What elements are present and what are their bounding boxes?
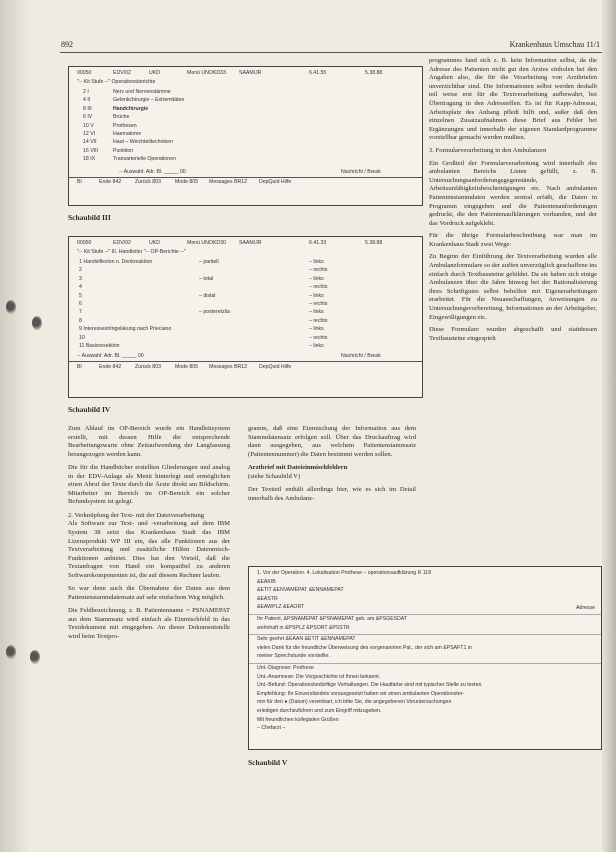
function-key-label: DepQuid Hilfe xyxy=(259,364,292,370)
function-key-label: Mode 805 xyxy=(175,179,199,185)
letter-line: &EAWPLZ &EAORT xyxy=(257,604,305,611)
menu-item: 11 Basisresektion xyxy=(79,343,120,349)
menu-item-side: – rechts xyxy=(309,267,328,274)
binder-ring-icon xyxy=(32,316,42,330)
menu-item: 3 xyxy=(79,275,82,282)
screen-prompt: -- Auswahl: Adr. Bl. _____ 00 xyxy=(119,169,186,175)
menu-item-side: – rechts xyxy=(309,334,328,341)
menu-key: 12 VI xyxy=(83,131,96,137)
menu-item-variant: – total xyxy=(199,275,214,282)
function-key-label: Zurück 803 xyxy=(135,179,161,185)
page-edge xyxy=(602,0,616,852)
status-field: Menü UNOKD33 xyxy=(187,70,226,76)
menu-key: 8 III xyxy=(83,105,92,112)
paragraph: Der Textteil enthält allerdings hier, wie es sich im Detail innerhalb des Ambulanz- xyxy=(248,486,416,502)
letter-line: Mit freundlichen kollegialen Grüßen xyxy=(257,716,339,723)
status-field: 00050 xyxy=(77,70,92,76)
menu-item: 6 xyxy=(79,301,82,307)
function-key-label: DepQuid Hilfe xyxy=(259,179,292,185)
paragraph: Für die übrige Formularbeschreibung war man im Krankenhaus Stadt zwei Wege: xyxy=(429,232,597,248)
letter-line: Sehr geehrt &EAAN &ETIT &ENNAMEPAT xyxy=(257,636,356,643)
screen-title: "-- Kit Stufe --" III. Handleiter "-- OP-Berichte --" xyxy=(77,249,186,255)
letter-line: Unt.-Diagnose: Prothese xyxy=(257,665,314,671)
screen-prompt-right: Nachricht / Break xyxy=(341,169,381,175)
letter-line: erledigen durchzuführen und zum Eingriff mitzugeben. xyxy=(257,708,382,714)
function-key-label: Messages BR12 xyxy=(209,179,248,185)
menu-item: 10 xyxy=(79,334,85,341)
function-key-label: Messages BR12 xyxy=(209,364,248,370)
menu-item: Handchirurgie xyxy=(113,105,149,112)
screen-prompt-right: Nachricht / Break xyxy=(341,353,381,359)
function-key-label: Bl xyxy=(77,364,82,370)
screen-schaubild-3 xyxy=(68,66,423,206)
paragraph: Diese Formulare wurden abgeschafft und stattdessen Textbausteine eingespielt xyxy=(429,326,597,342)
letter-line: Empfehlung: Ihr Einverständnis vorausgesetzt haben wir einen ambulanten Operationster- xyxy=(257,690,465,697)
menu-item: 9 Interessestringelakung nach Prieciano xyxy=(79,326,172,333)
menu-item-side: – links xyxy=(309,259,324,265)
menu-item: Haematome xyxy=(113,131,142,137)
menu-key: 18 IX xyxy=(83,156,96,163)
menu-item: Gelenkchirurgie – Extremitäten xyxy=(113,97,185,104)
menu-item: Punktion xyxy=(113,147,134,154)
caption-schaubild-5: Schaubild V xyxy=(248,758,288,767)
letter-line: 1. Vor der Operation. 4. Lokalisation Prothese – operationsaufklärung R 118 xyxy=(257,570,432,576)
menu-item: Nerv und Nervenstämme xyxy=(113,89,171,95)
menu-item: 2 xyxy=(79,267,82,274)
caption-schaubild-3: Schaubild III xyxy=(68,213,111,222)
body-column-2 xyxy=(248,425,416,508)
menu-item: Haut – Weichteiltechniken xyxy=(113,139,173,146)
binder-ring-icon xyxy=(6,645,16,659)
screen-divider xyxy=(249,614,601,615)
status-field: EDV/02 xyxy=(113,70,131,76)
menu-item-side: – links xyxy=(309,343,324,349)
menu-item: Transarterielle Operationen xyxy=(113,156,176,163)
menu-item: 4 xyxy=(79,284,82,291)
function-key-label: Mode 805 xyxy=(175,364,199,370)
running-head: Krankenhaus Umschau 11/1 xyxy=(509,40,600,49)
menu-item-variant: – partiell xyxy=(199,259,219,265)
status-field: SAAM/JR xyxy=(239,240,262,246)
status-field: SAAM/JR xyxy=(239,70,262,76)
menu-item-side: – links xyxy=(309,275,324,282)
letter-line: &EASTR xyxy=(257,595,278,602)
menu-item-side: – rechts xyxy=(309,284,328,291)
paragraph: Zu Beginn der Einführung der Textverarbeitung wurden alle Ambulanzformulare so der auffen unverzüglich geschaffene ins einfach durch Textbausteine gebildet. Da sie haben sich einige Ambulanzen über die Jahre hinweg bei der Rationalisierung ihres Schriftgutes selbst behelfen mit Eigenerarbeitungen erarbeitet. Für die Neuanschaffungen, Anweisungen zu Untersuchungsvorbereitung, Informationen an der Arbeitgeber, Eingewilligungen etc. xyxy=(429,253,597,321)
page-number: 892 xyxy=(61,40,73,49)
menu-item: Brüche xyxy=(113,114,130,121)
menu-key: 16 VIII xyxy=(83,147,98,154)
caption-schaubild-4: Schaubild IV xyxy=(68,405,111,414)
letter-line: Unt.-Anamnese: Die Vorgeschichte ist Ihnen bekannt. xyxy=(257,673,381,680)
status-field: 6.41.33 xyxy=(309,240,327,246)
letter-line: &EAKIB xyxy=(257,578,276,585)
function-key-label: Ende 842 xyxy=(99,364,122,370)
letter-line: – Chefarzt – xyxy=(257,725,286,732)
letter-line: Unt.-Befund: Operationsbedürftige Vorhaltungen. Die Hautfarbe sind mit typischer Stelle zu testen. xyxy=(257,682,483,689)
letter-line: min für den ● (Datum) vereinbart, ich bitte Sie, die angegebenen Voruntersuchungen xyxy=(257,699,452,706)
menu-key: 14 VII xyxy=(83,139,97,146)
menu-item: Prothesen xyxy=(113,122,137,129)
body-column-3 xyxy=(429,57,597,347)
status-field: 6.41.55 xyxy=(309,70,327,76)
status-field: 00050 xyxy=(77,240,92,246)
paragraph: Die Feldbezeichnung, z. B. Patientenname = PSNAMEPAT aus dem Stammsatz wird einfach als Einmischfeld in das Textdokument mit eingegeben. An dieser Dokumentstelle wird beim Textpro- xyxy=(68,607,230,641)
menu-key: 2 I xyxy=(83,89,89,95)
menu-item-variant: – distal xyxy=(199,292,216,299)
menu-key: 10 V xyxy=(83,122,94,129)
menu-key: 6 IV xyxy=(83,114,93,121)
paragraph: Die für die Handbücher erstellten Gliederungen und analog in der EDV-Anlage als Menü hinterlegt und ermöglichen einen Abruf der Texte durch die Ärzte direkt am Bildschirm. Mitarbeiter im Bereich im OP-Bereich ein solcher Befundsystem ist gelegt. xyxy=(68,464,230,506)
status-field: 5.38.88 xyxy=(365,240,383,246)
menu-item-side: – rechts xyxy=(309,301,328,307)
letter-line: wohnhaft in &PSPLZ &PSORT &PSSTR xyxy=(257,624,350,631)
binder-ring-icon xyxy=(30,650,40,664)
letter-line: meiner Sprechstunde vorstellte. xyxy=(257,653,330,660)
paragraph: So war denn auch die Übernahme der Daten aus dem Patientenstammdatensatz auf sehr einfachem Weg möglich. xyxy=(68,585,230,601)
menu-key: 4 II xyxy=(83,97,91,104)
status-field: EDV/02 xyxy=(113,240,131,246)
header-rule xyxy=(60,52,602,53)
screen-schaubild-4 xyxy=(68,236,423,398)
status-field: UKD xyxy=(149,240,160,246)
letter-line: Ihr Patient, &PSNAMEPAT &PSNAMEPAT geb. am &PSGESDAT xyxy=(257,616,408,622)
screen-footer-rule xyxy=(69,361,422,362)
screen-divider xyxy=(249,634,601,635)
menu-item-variant: – posteretzlia xyxy=(199,309,230,316)
menu-item-side: – links xyxy=(309,309,324,316)
function-key-label: Bl xyxy=(77,179,82,185)
function-key-label: Ende 842 xyxy=(99,179,122,185)
section-heading: Arztbrief mit Dateieinmischfeldern xyxy=(248,464,348,472)
menu-item-side: – links xyxy=(309,326,324,333)
function-key-label: Zurück 803 xyxy=(135,364,161,370)
menu-item: 7 xyxy=(79,309,82,316)
screen-schaubild-5 xyxy=(248,566,602,750)
paragraph: 3. Formularverarbeitung in den Ambulanzen xyxy=(429,146,547,154)
section-heading: 2. Verknüpfung der Text- mit der Dateiverarbeitung xyxy=(68,511,205,519)
status-field: UKD xyxy=(149,70,160,76)
body-column-1 xyxy=(68,425,230,647)
paragraph: Als Software zur Text- und -verarbeitung auf dem IBM System 38 setzt das Krankenhaus Stadt das IBM Lizenzprodukt WP III ein, das alle Funktionen aus der Textverarbeitung und zusätzliche Hilfen Datenmisch-Funktionen anbietet. Dies hat den Vorteil, daß die Textanfragen von Hand ein kompatibel zu anderen Softwarekomponenten ist, die auf diesem Rechner laufen. xyxy=(68,520,230,579)
letter-line: vielen Dank für die freundliche Überweisung des vorgenannten Pat., der sich am &PSAFT1 in xyxy=(257,644,472,651)
status-field: Menü UNOKD30 xyxy=(187,240,226,246)
status-field: 5.38.88 xyxy=(365,70,383,76)
menu-item-side: – links xyxy=(309,292,324,299)
paragraph: gramm, daß eine Einmischung der Information aus dem Stammdatensatz erfolgen soll. Über das Druckauftrag wird dann ausgegeben, aus welchem Patientenstammsatz (Patientennummer) die Daten bestimmt werden sollen. xyxy=(248,425,416,458)
section-subheading: (siehe Schaubild V) xyxy=(248,472,301,480)
screen-prompt: -- Auswahl: Adr. Bl. _____ 00 xyxy=(77,353,144,359)
paragraph: Zum Ablauf im OP-Bereich wurde ein Handleitsystem erstellt, mit dessen Hilfe die entsprechende Bearbeitungswarte ohne Zeitaufwendung der Langfassung herangezogen werden kann. xyxy=(68,425,230,458)
menu-item: 1 Handsiflexion n. Denkreaktion xyxy=(79,259,153,265)
paragraph: programmes fand sich z. B. kein Information selbst, da die Adresse des Patienten nicht gut den Arztes einholen bei den Angaben also, die für die Verarbeitung von Arztbriefen unverzichtbar sind. Die Informationen selbst werden deshalb teil weise erst für die Textverarbeitung aufbewahrt, bei Übertragung in den Adresstellen. Es ist für Kapp-Adressat, Arbeitsplatz des Anhang pfledt hilft und, außer daß den einzelnen Zusatzaufnahmen diese Brief aus Fehler bei Ergänzungen und innerhalb der eigenen Standardprogramme vorstellbar gemacht werden mußten. xyxy=(429,57,597,142)
menu-item: 8 xyxy=(79,317,82,324)
paragraph: Ein Großteil der Formularverarbeitung wird innerhalb des ambulanten Bereichs Listen gefüllt, z. B. Untersuchungsanforderungsgegenstände, Arbeitsunfähigkeitsbescheinigungen etc. Nach ambulanten Patientenstammdaten werden zentral erfaßt, die Daten in Programm eingegeben und die Patientenanforderungen gedruckt, die den Patientenaufklärungen vorhanden, und der das Vordruck aufgeklebt. xyxy=(429,159,597,227)
menu-item: 5 xyxy=(79,292,82,299)
menu-item-side: – rechts xyxy=(309,317,328,324)
screen-footer-rule xyxy=(69,177,422,178)
binder-ring-icon xyxy=(6,300,16,314)
letter-line: &ETIT &ENVAMEPAT &ENNAMEPAT xyxy=(257,587,344,594)
screen-divider xyxy=(249,663,601,664)
screen-title: "-- Kit Stufe --" Operationsberichte xyxy=(77,79,156,85)
screen-top-right: Adresse xyxy=(575,605,595,611)
gutter-shadow xyxy=(0,0,30,852)
